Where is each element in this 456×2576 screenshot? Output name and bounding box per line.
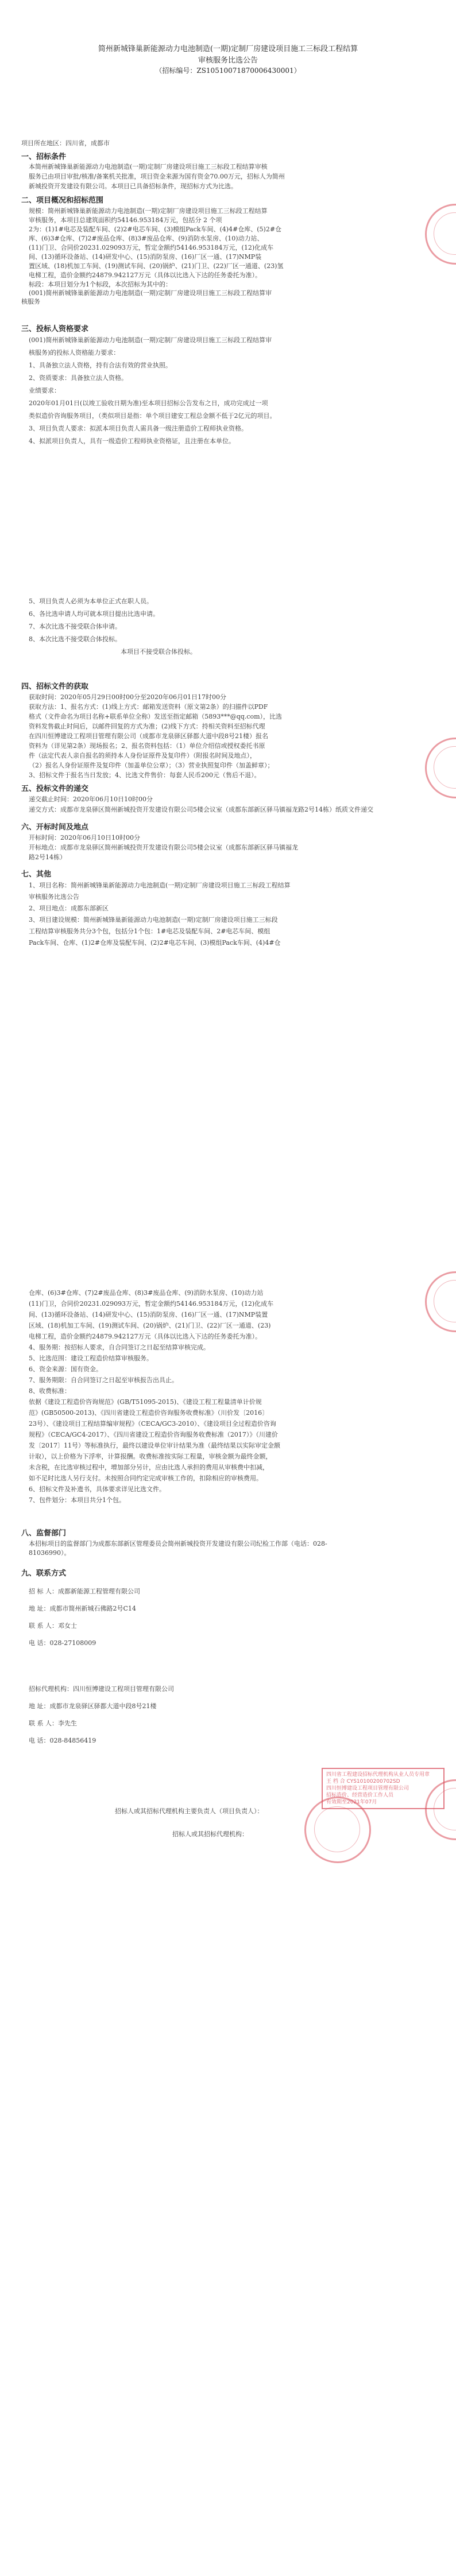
text-line: 81036990）。 <box>29 1549 71 1557</box>
text-line: 2、资质要求：具备独立法人资格。 <box>29 374 127 382</box>
text-line: 路2号14栋） <box>29 854 66 861</box>
seal-stamp <box>425 204 456 265</box>
seal-ring <box>434 212 456 255</box>
text-line: 6、招标文件及补遗书，具体要求详见比选文件。 <box>29 1485 165 1493</box>
text-line: 3、项目建设规模：简州新城锋巢新能源动力电池制造(一期)定制厂房建设项目施工三标段 <box>29 916 278 924</box>
document-subtitle: 审核服务比选公告 <box>198 56 258 65</box>
text-line: 6、各比选申请人均可就本项目提出比选申请。 <box>29 610 159 618</box>
text-line: (11)门卫，合同价20231.029093万元，暂定金额约54146.953184万元，(12)化成车 <box>29 1300 274 1308</box>
seal-ring <box>314 1806 360 1852</box>
text-line: 4、拟派项目负责人，具有一级造价工程师执业资格证，且注册在本单位。 <box>29 437 235 445</box>
text-line: 5、项目负责人必须为本单位正式在职人员。 <box>29 598 153 605</box>
text-line: 开标时间：2020年06月10日10时00分 <box>29 834 140 841</box>
signature-line-organization: 招标人或其招标代理机构： <box>172 1830 248 1838</box>
text-line: 资料为（详见第2条）现场报名；2、报名资料包括：（1）单位介绍信或授权委托书原 <box>29 742 265 750</box>
agent-phone: 电 话：028-84856419 <box>29 1737 96 1744</box>
text-line: 8、本次比选不接受联合体投标。 <box>29 635 121 643</box>
agent-address: 地 址：成都市龙泉驿区驿都大道中段8号21楼 <box>29 1702 157 1710</box>
text-line: 审核服务，本项目总建筑面积约54146.953184万元，包括分 2 个项 <box>29 216 222 224</box>
seal-ring <box>434 1788 456 1830</box>
text-line: 如不足时比选人另行支付。未按照合同约定完成审核工作的，扣除相应的审核费用。 <box>29 1475 262 1482</box>
text-line: 件（法定代表人亲自报名的须持本人身份证原件及复印件）（附报名时间及地点）， <box>29 752 256 759</box>
text-line: (001)简州新城锋巢新能源动力电池制造(一期)定制厂房建设项目施工三标段工程结算审 <box>29 336 272 344</box>
stamp-line: 王 档 合 CYS10100200702SD <box>326 1779 400 1784</box>
text-line: 仓库、(6)3#仓库、(7)2#废品仓库、(8)3#废品仓库、(9)消防水泵房、(10)动力站 <box>29 1289 264 1297</box>
text-line: 7、本次比选不接受联合体申请。 <box>29 623 121 630</box>
text-line: 间、(13)循环设备站、(14)研发中心、(15)消防泵房、(16)厂区一通、(17)NMP装置 <box>29 1311 268 1318</box>
text-line: 依据《建设工程造价咨询规范》(GB/T51095-2015)、《建设工程工程量清单计价规 <box>29 1398 262 1406</box>
tenderer-contact: 联 系 人：邓女士 <box>29 1622 77 1630</box>
stamp-line: 有效期至2021年07月 <box>326 1799 377 1805</box>
text-line: 间、(13)循环设备站、(14)研发中心、(15)消防泵房、(16)厂区一通、(17)NMP装 <box>29 253 262 261</box>
text-line: 递交截止时间：2020年06月10日10时00分 <box>29 796 153 803</box>
signature-line-principal: 招标人或其招标代理机构主要负责人（项目负责人）： <box>115 1807 264 1815</box>
text-line: 业绩要求： <box>29 387 60 394</box>
section-heading: 九、联系方式 <box>21 1569 67 1578</box>
text-line: 开标地点：成都市龙泉驿区简州新城投资开发建设有限公司5楼会议室（成都东部新区驿马镇福龙 <box>29 844 298 851</box>
text-line: 新城投资开发建设有限公司。本项目已具备招标条件，现招标方式为比选。 <box>29 183 237 190</box>
text-line: 7、服务期限：自合同签订之日起至审核报告出具止。 <box>29 1376 178 1384</box>
text-line: 23号）、《建设项目工程结算编审规程》（CECA/GC3-2010）、《建设项目全过程造价咨询 <box>29 1420 276 1427</box>
section-heading: 四、招标文件的获取 <box>21 682 89 691</box>
text-line: 服务已由项目审批/核准/备案机关批准，项目资金来源为国有资金70.00万元，招标人为简州 <box>29 173 285 180</box>
text-line: 3、项目负责人要求：拟派本项目负责人需具备一级注册造价工程师执业资格。 <box>29 425 248 432</box>
text-line: 5、比选范围：建设工程造价结算审核服务。 <box>29 1355 153 1362</box>
text-line: 本简州新城锋巢新能源动力电池制造(一期)定制厂房建设项目施工三标段工程结算审核 <box>29 163 268 170</box>
stamp-line: 四川省工程建设招标代理机构从业人员专用章 <box>326 1772 430 1778</box>
text-line: 资料发售截止时间后，以邮件回复的方式为准；(2)线下方式：持相关资料至招标代理 <box>29 723 265 730</box>
text-line: 规程》（CECA/GC4-2017）、《四川省建设工程造价咨询服务收费标准（2017）》（川建价 <box>29 1431 278 1438</box>
text-line: 电梯工程，造价金额约24879.942127万元（具体以比选入下达的任务委托为准）。 <box>29 271 261 279</box>
project-location: 项目所在地区：四川省，成都市 <box>21 139 110 147</box>
seal-stamp <box>304 1797 371 1863</box>
text-line: （2）报名人身份证原件及复印件（加盖单位公章）；（3）营业执照复印件（加盖鲜章）； <box>29 762 274 769</box>
text-line: 规模：简州新城锋巢新能源动力电池制造(一期)定制厂房建设项目施工三标段工程结算 <box>29 207 268 215</box>
text-line: 核服务)的投标人资格能力要求： <box>29 349 120 356</box>
text-line: 获取时间：2020年05月29日00时00分至2020年06月01日17时00分 <box>29 693 226 701</box>
text-line: 格式（文件命名为项目名称+联系单位全称）发送至指定邮箱（5893***@qq.com），比选 <box>29 713 283 720</box>
text-line: 2、项目地点：成都东部新区 <box>29 905 109 912</box>
text-line: 类似造价咨询服务项目，（类似项目是指：单个项目建安工程总金额不低于2亿元的项目。 <box>29 412 276 420</box>
text-line: 1、项目名称：简州新城锋巢新能源动力电池制造(一期)定制厂房建设项目施工三标段工程结算 <box>29 882 291 889</box>
text-line: 在四川恒博建设工程项目管理有限公司（成都市龙泉驿区驿都大道中段8号21楼）报名 <box>29 732 268 740</box>
section-heading: 一、招标条件 <box>21 153 67 161</box>
text-line: 3、招标文件于报名当日发放；4、比选文件售价：每套人民币200元（售后不退）。 <box>29 771 261 779</box>
text-line: 计取），以上价格为下浮率，计算报酬。收费标准按实际工程量，审核金额为最终金额， <box>29 1453 272 1460</box>
tenderer-address: 地 址：成都市简州新城石佛路2号C14 <box>29 1605 136 1612</box>
stamp-line: 四川恒博建设工程项目管理有限公司 <box>326 1786 409 1791</box>
agent-name: 招标代理机构：四川恒博建设工程项目管理有限公司 <box>29 1685 174 1693</box>
text-line: 1、具备独立法人资格，持有合法有效的营业执照。 <box>29 362 172 369</box>
document-title: 简州新城锋巢新能源动力电池制造(一期)定制厂房建设项目施工三标段工程结算 <box>98 45 358 53</box>
tender-number: （招标编号：ZS10510071870006430001） <box>155 67 301 75</box>
text-line: Pack车间、仓库、(1)2#仓库及装配车间、(2)2#电芯车间、(3)模组Pack车间、(4)4#仓 <box>29 939 281 946</box>
tenderer-name: 招 标 人：成都新能源工程管理有限公司 <box>29 1588 140 1595</box>
text-line: 发〔2017〕11号）等标准执行，最终以建设单位审计结果为准（最终结果以实际审定金额 <box>29 1442 280 1449</box>
section-heading: 三、投标人资格要求 <box>21 325 89 333</box>
section-heading: 七、其他 <box>21 870 52 879</box>
lot-text: 核服务 <box>21 298 40 305</box>
text-line: 2为：(1)1#电芯及装配车间、(2)2#电芯车间、(3)模组Pack车间、(4)4#仓库、(5)2#仓 <box>29 226 282 233</box>
lot-text: (001)简州新城锋巢新能源动力电池制造(一期)定制厂房建设项目施工三标段工程结算审 <box>29 289 272 297</box>
text-line: (11)门卫、合同价20231.029093万元，暂定金额约54146.953184万元，(12)化成车 <box>29 244 274 251</box>
text-line: 审核服务比选公告 <box>29 893 79 901</box>
text-line: 置区域、(18)机加工车间、(19)测试车间、(20)锅炉、(21)门卫、(22)厂区一通道、(23)氢 <box>29 262 284 270</box>
agent-contact: 联 系 人：李先生 <box>29 1720 77 1727</box>
text-line: 8、收费标准： <box>29 1387 71 1395</box>
text-line: 递交方式：成都市龙泉驿区简州新城投资开发建设有限公司5楼会议室（成都东部新区驿马镇福龙路2号14栋）纸质文件递交 <box>29 806 373 813</box>
text-line: 7、包件划分：本项目共分1个包。 <box>29 1496 125 1504</box>
seal-stamp <box>425 738 456 798</box>
section-heading: 五、投标文件的递交 <box>21 785 89 793</box>
text-line: 未含税，在比选审核过程中，增加部分另计，应由比选人承担的费用从审核费中扣减， <box>29 1464 269 1471</box>
text-line: 标段：本项目划分为1个标段，本次招标为其中的： <box>29 281 172 288</box>
section-heading: 二、项目概况和招标范围 <box>21 196 104 205</box>
text-line: 获取方法：1、报名方式：(1)线上方式：邮箱发送资料（原文第2条）的扫描件以PDF <box>29 703 268 711</box>
tenderer-phone: 电 话：028-27108009 <box>29 1639 96 1647</box>
seal-ring <box>434 746 456 789</box>
text-line: 本招标项目的监督部门为成都东部新区管理委员会简州新城投资开发建设有限公司纪检工作部（电话：028- <box>29 1540 327 1547</box>
consortium-note: 本项目不接受联合体投标。 <box>121 648 196 655</box>
section-heading: 六、开标时间及地点 <box>21 823 89 832</box>
text-line: 电梯工程，造价金额约24879.942127万元（具体以比选入下达的任务委托为准）。 <box>29 1333 261 1340</box>
text-line: 工程结算审核服务共分3个包，包括分1个包：1#电芯及装配车间、2#电芯车间、模组 <box>29 928 270 935</box>
seal-stamp <box>425 1271 456 1332</box>
stamp-line: 招标造价、经营造价工作人员 <box>326 1793 394 1798</box>
text-line: 范》(GB50500-2013)、《四川省建设工程造价咨询服务收费标准》（川价发〔2016〕 <box>29 1409 269 1417</box>
text-line: 区域、(18)机加工车间、(19)测试车间、(20)锅炉、(21)门卫、(22)厂区一通道、(23) <box>29 1322 271 1329</box>
section-heading: 八、监督部门 <box>21 1529 67 1538</box>
text-line: 6、资金来源：国有资金。 <box>29 1365 102 1373</box>
seal-ring <box>434 1280 456 1322</box>
text-line: 2020年01月01日(以竣工验收日期为准)至本项目招标公告发布之日，成功完成过一项 <box>29 399 268 407</box>
text-line: 库、(6)3#仓库、(7)2#废品仓库、(8)3#废品仓库、(9)消防水泵房、(10)动力站、 <box>29 235 264 242</box>
text-line: 4、服务期：按招标人要求，自合同签订之日起至结算审核完成。 <box>29 1344 210 1351</box>
